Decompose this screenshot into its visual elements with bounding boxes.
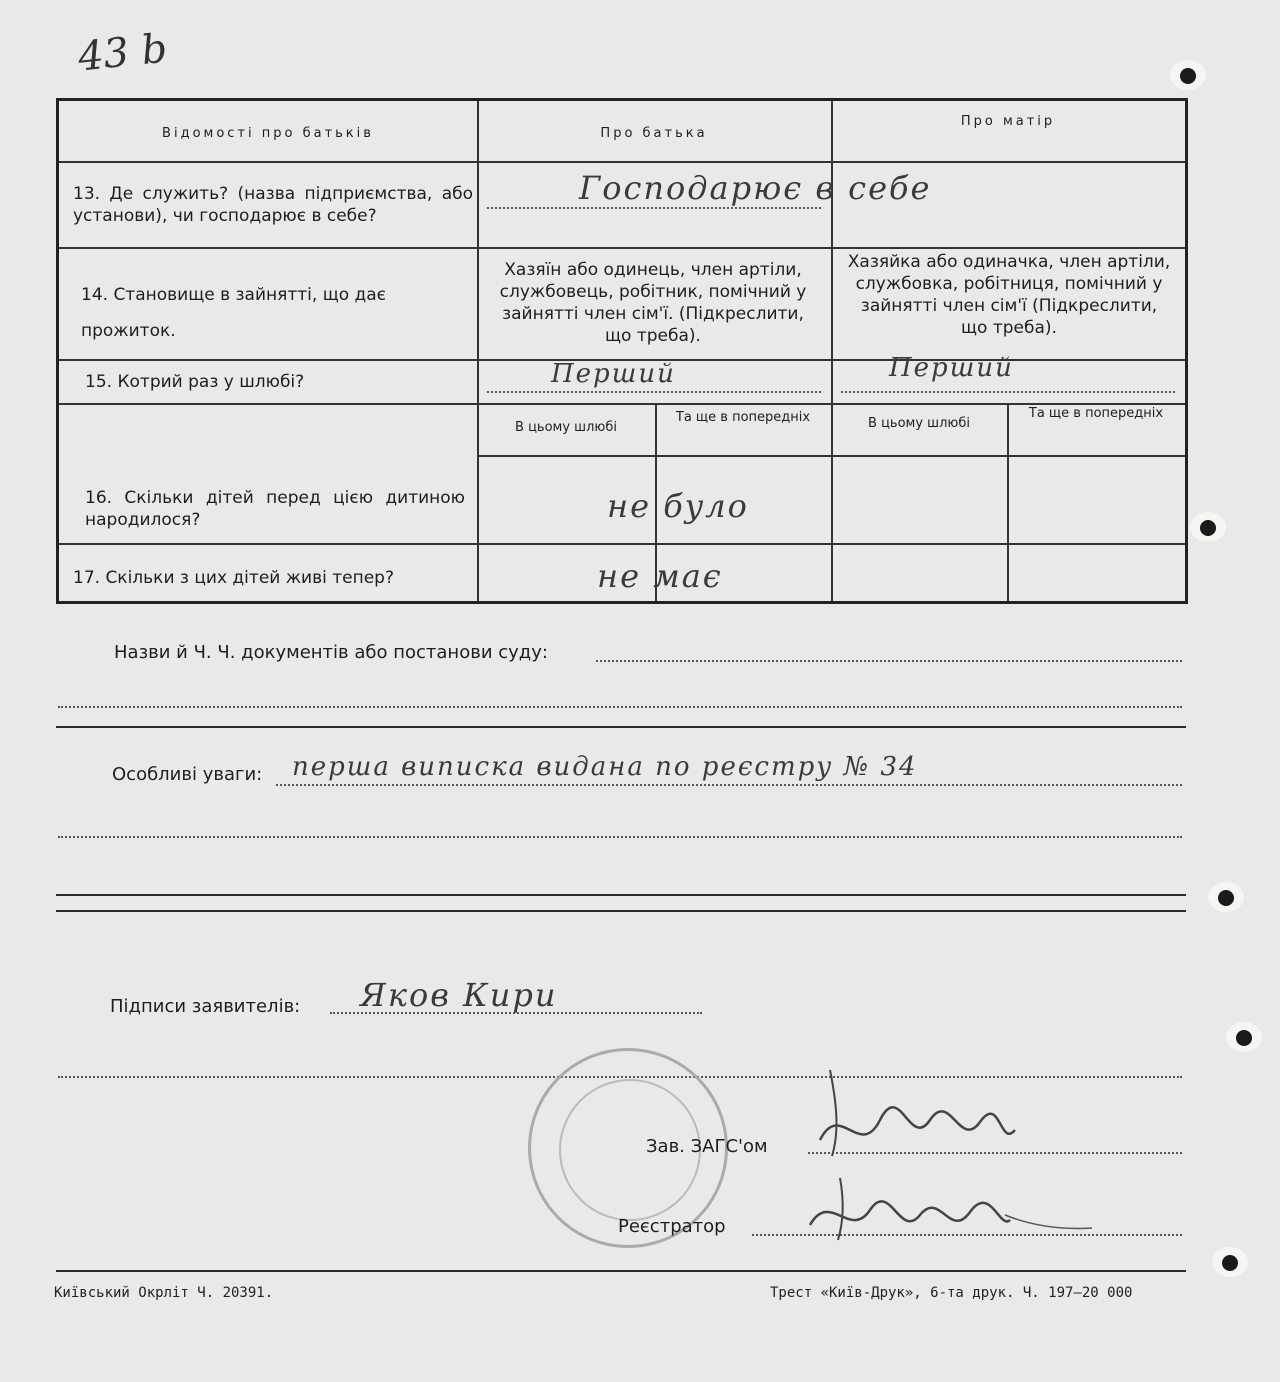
father-previous-header: Та ще в попередніх: [675, 410, 811, 425]
row13-question: 13. Де служить? (назва підприємства, або установи), чи господарює в себе?: [73, 184, 473, 226]
punch-hole: [1180, 68, 1196, 84]
signatures-label: Підписи заявителів:: [110, 996, 301, 1017]
header-parents-info: Відомості про батьків: [162, 126, 374, 141]
father-this-marriage-header: В цьому шлюбі: [515, 420, 617, 435]
header-father: Про батька: [600, 126, 708, 141]
row17-answer: не має: [597, 557, 723, 595]
row16-answer: не було: [607, 487, 749, 525]
row15-mother-answer: Перший: [889, 353, 1014, 383]
row17-question: 17. Скільки з цих дітей живі тепер?: [73, 568, 394, 588]
row16-question: 16. Скільки дітей перед цією дитиною народилося?: [85, 488, 465, 530]
punch-hole: [1200, 520, 1216, 536]
registrar-label: Реєстратор: [618, 1216, 726, 1237]
row14-mother-options: Хазяйка або одиначка, член артіли, службовка, робітниця, помічний у зайнятті член сім'ї (Підкреслити, що треба).: [847, 252, 1171, 338]
row15-question: 15. Котрий раз у шлюбі?: [85, 372, 305, 392]
footer-right: Трест «Київ-Друк», 6-та друк. Ч. 197—20 000: [770, 1285, 1133, 1301]
applicant-signature: Яков Кири: [360, 976, 558, 1014]
page-number: 43 b: [75, 25, 170, 81]
footer-left: Київський Окрліт Ч. 20391.: [54, 1285, 274, 1301]
punch-hole: [1222, 1255, 1238, 1271]
mother-this-marriage-header: В цьому шлюбі: [868, 416, 970, 431]
remarks-label: Особливі уваги:: [112, 764, 263, 785]
header-mother: Про матір: [960, 114, 1056, 129]
remarks-answer: перша виписка видана по реєстру № 34: [292, 752, 918, 782]
parents-info-table: [56, 98, 1188, 604]
row14-question: 14. Становище в зайнятті, що дає прожиток.: [81, 285, 387, 341]
row14-father-options: Хазяїн або одинець, член артіли, службовець, робітник, помічний у зайнятті член сім'ї. (Підкреслити, що треба).: [499, 260, 807, 346]
head-of-registry-label: Зав. ЗАГС'ом: [646, 1136, 768, 1157]
mother-previous-header: Та ще в попередніх: [1028, 406, 1164, 421]
head-of-registry-signature: [800, 1060, 1020, 1170]
registrar-signature: [800, 1170, 1100, 1260]
punch-hole: [1218, 890, 1234, 906]
row13-father-answer: Господарює в себе: [579, 169, 932, 207]
row15-father-answer: Перший: [551, 359, 676, 389]
documents-label: Назви й Ч. Ч. документів або постанови суду:: [114, 642, 548, 663]
punch-hole: [1236, 1030, 1252, 1046]
